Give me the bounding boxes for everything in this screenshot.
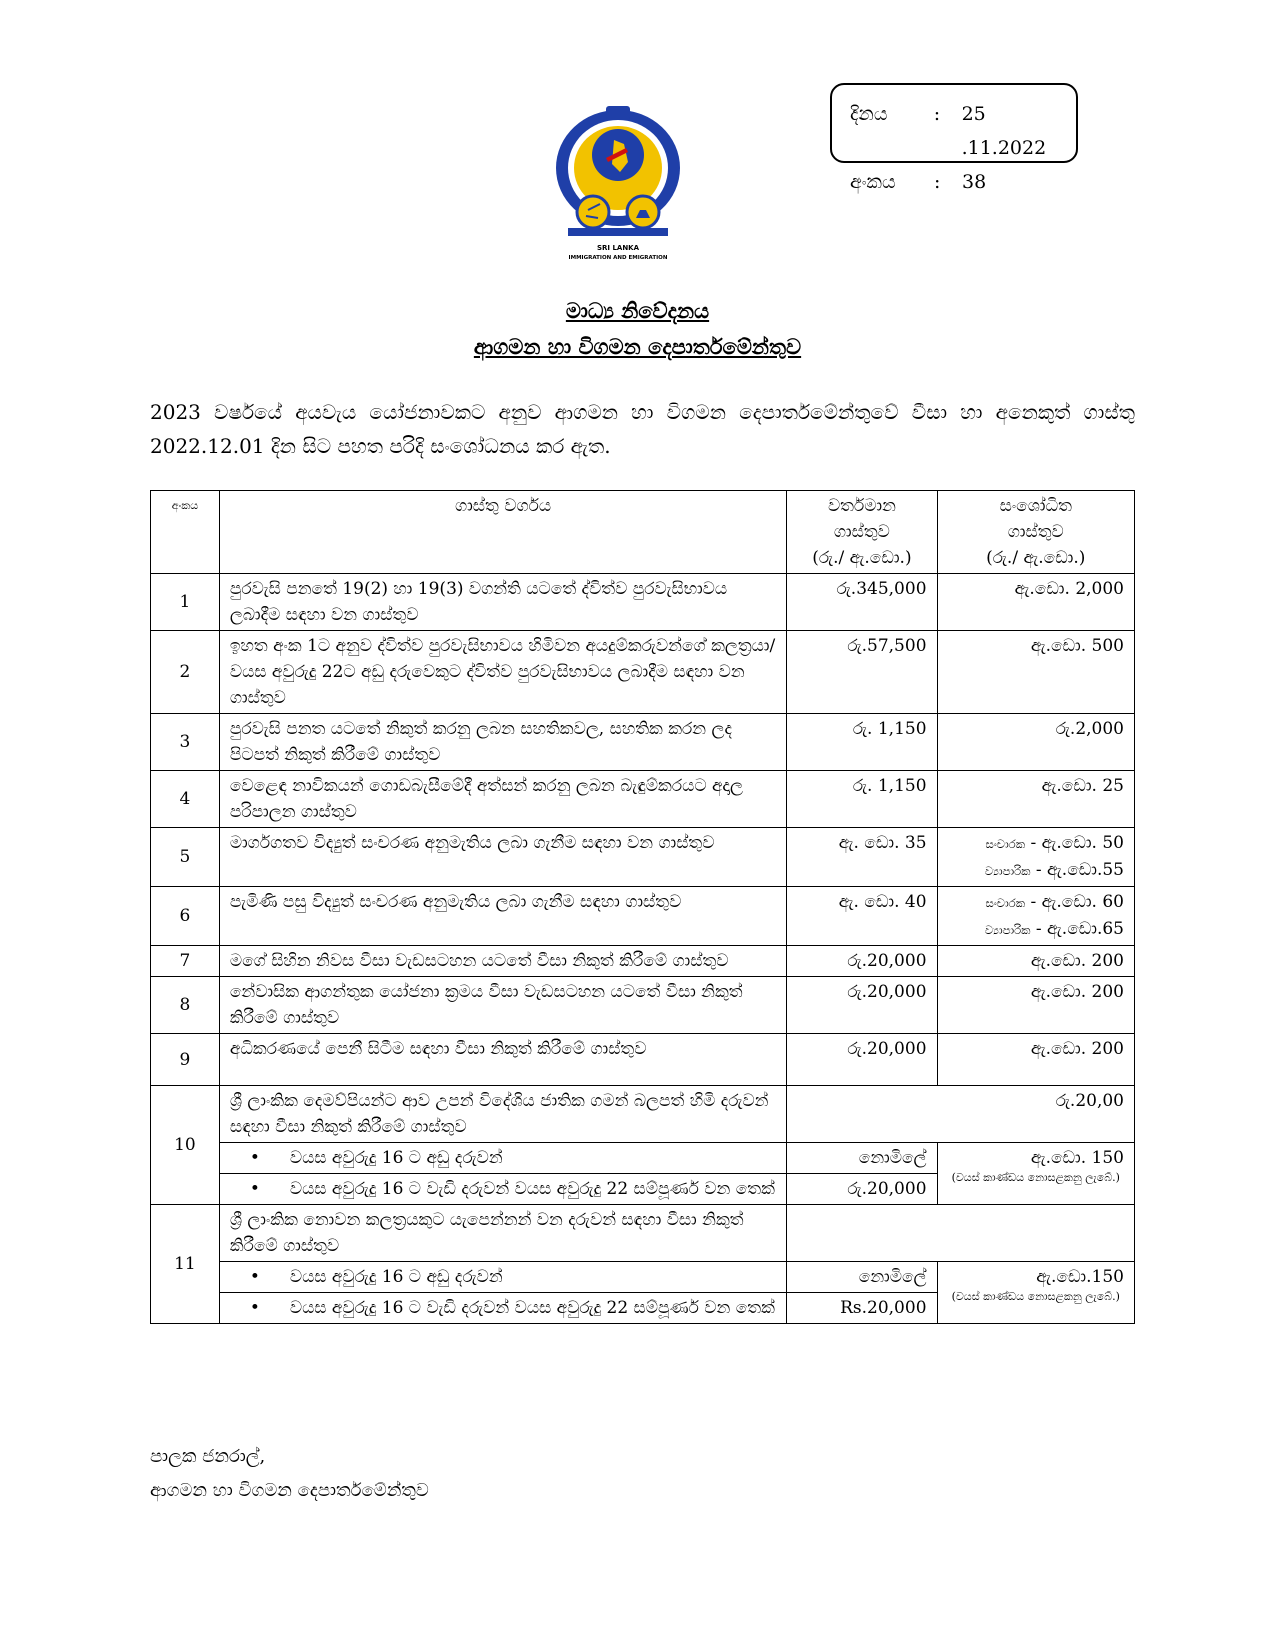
table-row — [151, 1034, 1135, 1086]
row-number: 3 — [151, 714, 220, 771]
row-revised-fee: ඇ.ඩො. 500 — [937, 631, 1134, 714]
row-number: 4 — [151, 771, 220, 828]
row-description: නේවාසික ආගන්තුක යෝජනා ක්‍රමය වීසා වැඩසටහන යටතේ වීසා නිකුත් කිරීමේ ගාස්තුව — [219, 977, 786, 1034]
subrow-description — [219, 1262, 786, 1293]
signature-department: ආගමන හා විගමන දෙපාර්තමේන්තුව — [150, 1480, 429, 1501]
header-current-l1: වර්තමාන — [827, 496, 896, 516]
row-description: ශ්‍රී ලාංකික නොවන කලත්‍රයකුට යැපෙන්නන් වන දරුවන් සඳහා වීසා නිකුත් කිරීමේ ගාස්තුව — [219, 1205, 786, 1262]
header-revised-l2: ගාස්තුව — [1007, 522, 1064, 542]
table-row — [151, 1205, 1135, 1262]
emblem-text-line1: SRI LANKA — [596, 244, 640, 252]
table-row — [151, 771, 1135, 828]
subrow-current-fee: නොමිලේ — [787, 1143, 937, 1174]
header-current-l2: ගාස්තුව — [833, 522, 890, 542]
date-value: 25 .11.2022 — [961, 103, 1047, 159]
row-current-fee: රු. 1,150 — [787, 771, 937, 828]
row-description: පුරවැසි පනත යටතේ නිකුත් කරනු ලබන සහතිකවල, සහතික කරන ලද පිටපත් නිකුත් කිරීමේ ගාස්තුව — [219, 714, 786, 771]
row-revised-fee: ඇ.ඩො. 25 — [937, 771, 1134, 828]
row-current-fee: ඇ. ඩො. 35 — [787, 828, 937, 887]
table-subrow — [151, 1262, 1135, 1293]
revised-tourist-value: - ඇ.ඩො. 60 — [1025, 892, 1124, 912]
emblem-text-line2: IMMIGRATION AND EMIGRATION — [568, 255, 668, 261]
number-label: අංකය — [850, 171, 896, 193]
subrow-label: • වයස අවුරුදු 16 ට අඩු දරුවන් — [250, 1264, 776, 1290]
date-separator: : — [933, 103, 941, 125]
subrow-description — [219, 1293, 786, 1324]
row-revised-fee — [937, 1143, 1134, 1205]
revised-value: ඇ.ඩො.150 — [1036, 1267, 1124, 1287]
subrow-current-fee: රු.20,000 — [787, 1174, 937, 1205]
row-revised-fee: ඇ.ඩො. 200 — [937, 1034, 1134, 1086]
row-current-fee: රු.345,000 — [787, 574, 937, 631]
signature-block — [150, 1440, 429, 1508]
header-revised-l1: සංශෝධිත — [999, 496, 1072, 516]
header-current-l3: (රු./ ඇ.ඩො.) — [812, 548, 912, 568]
header-fee-type: ගාස්තු වර්ගය — [219, 491, 786, 574]
table-subrow — [151, 1143, 1135, 1174]
row-number: 5 — [151, 828, 220, 887]
subrow-current-fee: Rs.20,000 — [787, 1293, 937, 1324]
date-row — [850, 97, 1076, 165]
row-current-fee: රු. 1,150 — [787, 714, 937, 771]
row-number: 8 — [151, 977, 220, 1034]
subrow-label: • වයස අවුරුදු 16 ට වැඩි දරුවන් වයස අවුරුදු 22 සම්පූර්ණ වන තෙක් — [250, 1176, 776, 1202]
table-row — [151, 574, 1135, 631]
row-current-fee: රු.20,000 — [787, 977, 937, 1034]
row-description: පැමිණි පසු විද්‍යුත් සංචරණ අනුමැතිය ලබා ගැනීම සඳහා ගාස්තුව — [219, 887, 786, 946]
revised-business-value: - ඇ.ඩො.65 — [1030, 919, 1124, 939]
row-number: 1 — [151, 574, 220, 631]
header-number: අංකය — [151, 491, 220, 574]
row-current-fee: රු.57,500 — [787, 631, 937, 714]
row-description: මගේ සිහින නිවස වීසා වැඩසටහන යටතේ වීසා නිකුත් කිරීමේ ගාස්තුව — [219, 946, 786, 977]
number-separator: : — [934, 171, 941, 193]
table-row — [151, 714, 1135, 771]
table-row — [151, 631, 1135, 714]
revised-note: (වයස් කාණ්ඩය නොසළකනු ලැබේ.) — [951, 1171, 1120, 1184]
subrow-label: • වයස අවුරුදු 16 ට අඩු දරුවන් — [250, 1145, 776, 1171]
row-revised-fee — [937, 887, 1134, 946]
revised-business-label: ව්‍යාපාරික — [984, 923, 1031, 937]
revised-note: (වයස් කාණ්ඩය නොසළකනු ලැබේ.) — [951, 1290, 1120, 1303]
row-description: වෙළෙඳ නාවිකයන් ගොඩබැසීමේදී අත්සන් කරනු ලබන බැඳුම්කරයට අදාල පරිපාලන ගාස්තුව — [219, 771, 786, 828]
intro-paragraph: 2023 වර්ෂයේ අයවැය යෝජනාවකට අනුව ආගමන හා විගමන දෙපාර්තමේන්තුවේ වීසා හා අනෙකුත් ගාස්තු 2022.12.01 දින සිට පහත පරිදි සංශෝධනය කර ඇත. — [150, 400, 1135, 458]
date-label: දිනය — [850, 103, 888, 125]
table-row — [151, 1086, 1135, 1143]
header-revised-fee — [937, 491, 1134, 574]
row-current-fee: රු.20,000 — [787, 1034, 937, 1086]
table-row — [151, 887, 1135, 946]
revised-business-value: - ඇ.ඩො.55 — [1030, 860, 1124, 880]
row-description: පුරවැසි පනතේ 19(2) හා 19(3) වගන්ති යටතේ ද්විත්ව පුරවැසිභාවය ලබාදීම සඳහා වන ගාස්තුව — [219, 574, 786, 631]
subrow-description — [219, 1174, 786, 1205]
row-current-fee: රු.20,000 — [787, 946, 937, 977]
row-description: අධිකරණයේ පෙනී සිටීම සඳහා වීසා නිකුත් කිරීමේ ගාස්තුව — [219, 1034, 786, 1086]
row-description: ඉහත අංක 1ට අනුව ද්විත්ව පුරවැසිභාවය හිමිවන අයදුම්කරුවන්ගේ කලත්‍රයා/ වයස අවුරුදු 22ට අඩු දරුවෙකුට ද්විත්ව පුරවැසිභාවය ලබාදීම සඳහා වන ගාස්තුව — [219, 631, 786, 714]
row-current-fee: ඇ. ඩො. 40 — [787, 887, 937, 946]
header-current-fee — [787, 491, 937, 574]
reference-box — [830, 83, 1078, 193]
revised-tourist-label: සංචාරක — [985, 837, 1026, 851]
row-revised-fee: ඇ.ඩො. 2,000 — [937, 574, 1134, 631]
row-revised-fee: රු.2,000 — [937, 714, 1134, 771]
department-heading: ආගමන හා විගමන දෙපාර්තමේන්තුව — [473, 334, 802, 359]
row-number: 9 — [151, 1034, 220, 1086]
revised-value: ඇ.ඩො. 150 — [1030, 1148, 1124, 1168]
row-number: 2 — [151, 631, 220, 714]
table-row — [151, 946, 1135, 977]
row-description: මාර්ගගතව විද්‍යුත් සංචරණ අනුමැතිය ලබා ගැනීම සඳහා වන ගාස්තුව — [219, 828, 786, 887]
signature-title: පාලක ජනරාල්, — [150, 1446, 266, 1467]
table-row — [151, 977, 1135, 1034]
row-description: ශ්‍රී ලාංකික දෙමව්පියන්ට ආව උපන් විදේශිය ජාතික ගමන් බලපත් හිමි දරුවන් සඳහා වීසා නිකුත් කිරීමේ ගාස්තුව — [219, 1086, 786, 1143]
media-release-heading: මාධ්‍ය නිවේදනය — [565, 298, 710, 323]
row-current-fee: රු.20,00 — [787, 1086, 1135, 1143]
row-number: 11 — [151, 1205, 220, 1324]
row-revised-fee — [937, 828, 1134, 887]
row-empty-fee — [787, 1205, 1135, 1262]
fee-table — [150, 490, 1135, 1324]
subrow-description — [219, 1143, 786, 1174]
revised-tourist-label: සංචාරක — [985, 896, 1026, 910]
row-revised-fee: ඇ.ඩො. 200 — [937, 977, 1134, 1034]
table-row — [151, 828, 1135, 887]
number-value: 38 — [962, 171, 987, 193]
table-header-row — [151, 491, 1135, 574]
revised-tourist-value: - ඇ.ඩො. 50 — [1025, 833, 1124, 853]
subrow-label: • වයස අවුරුදු 16 ට වැඩි දරුවන් වයස අවුරුදු 22 සම්පූර්ණ වන තෙක් — [250, 1295, 776, 1321]
row-revised-fee — [937, 1262, 1134, 1324]
row-revised-fee: ඇ.ඩො. 200 — [937, 946, 1134, 977]
row-number: 6 — [151, 887, 220, 946]
header-revised-l3: (රු./ ඇ.ඩො.) — [986, 548, 1086, 568]
department-emblem — [548, 100, 688, 265]
subrow-current-fee: නොමිලේ — [787, 1262, 937, 1293]
number-row — [850, 165, 1076, 199]
row-number: 10 — [151, 1086, 220, 1205]
revised-business-label: ව්‍යාපාරික — [984, 864, 1031, 878]
row-number: 7 — [151, 946, 220, 977]
